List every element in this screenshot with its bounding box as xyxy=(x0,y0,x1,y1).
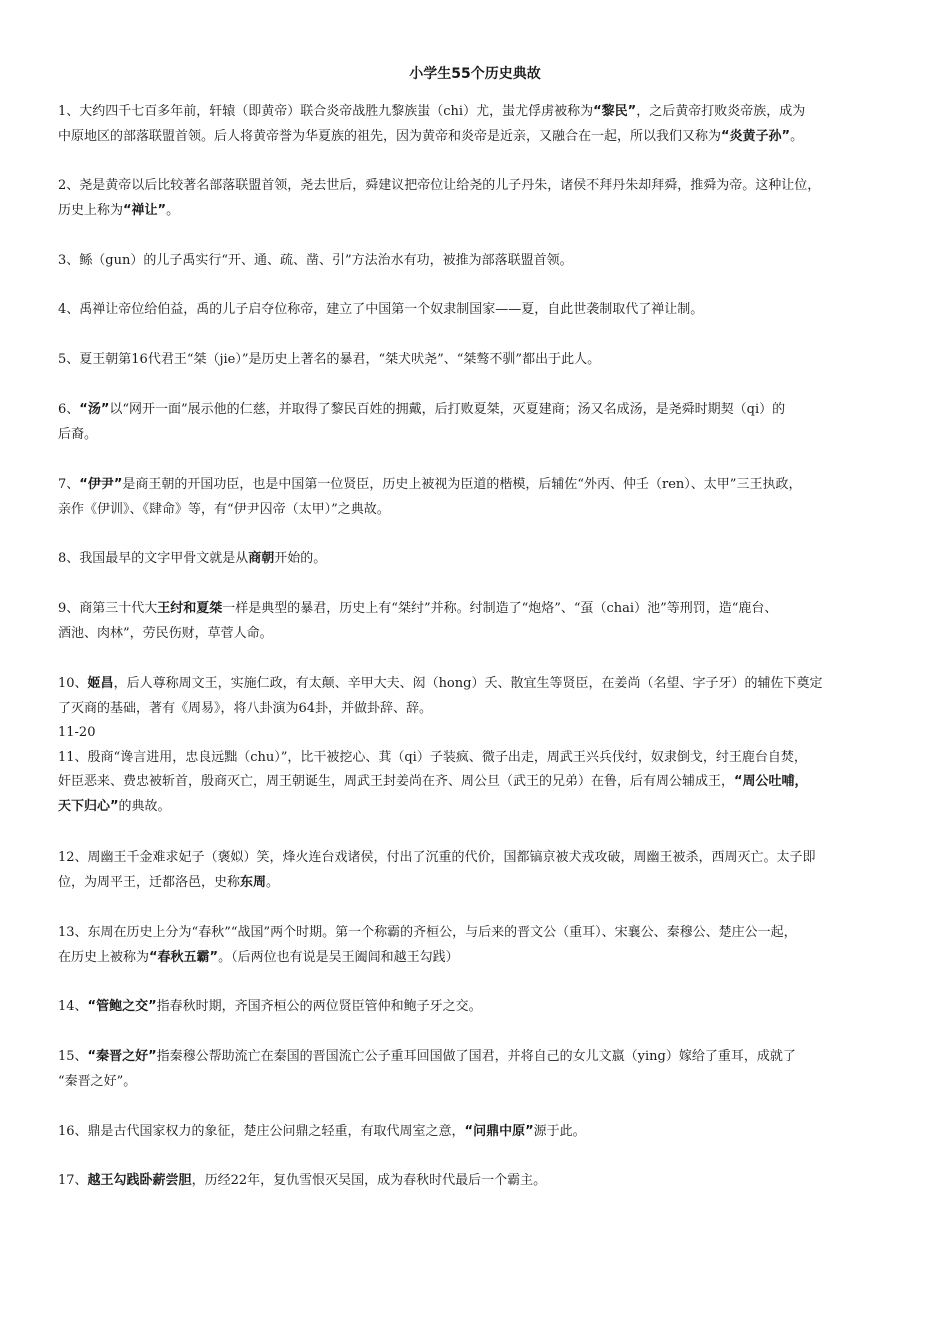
paragraph-line: 后裔。 xyxy=(58,426,98,442)
paragraph-line: 历史上称为“禅让”。 xyxy=(58,202,180,218)
emphasis-text: “管鲍之交” xyxy=(87,999,157,1014)
paragraph-2 xyxy=(58,174,900,223)
paragraph-17 xyxy=(58,1169,900,1194)
paragraph-line: 2、尧是黄帝以后比较著名部落联盟首领，尧去世后，舜建议把帝位让给尧的儿子丹朱，诸侯不拜丹朱却拜舜，推舜为帝。这种让位， xyxy=(58,178,821,193)
paragraph-16 xyxy=(58,1120,900,1145)
paragraph-line: 15、“秦晋之好”指秦穆公帮助流亡在秦国的晋国流亡公子重耳回国做了国君，并将自己的女儿文嬴（ying）嫁给了重耳，成就了 xyxy=(58,1049,796,1064)
paragraph-line: 3、鲧（gun）的儿子禹实行“开、通、疏、凿、引”方法治水有功，被推为部落联盟首领。 xyxy=(58,253,573,268)
emphasis-text: 商朝 xyxy=(248,551,275,566)
emphasis-text: 姬昌 xyxy=(87,676,114,691)
paragraph-line: 14、“管鲍之交”指春秋时期，齐国齐桓公的两位贤臣管仲和鲍子牙之交。 xyxy=(58,999,482,1014)
paragraph-7 xyxy=(58,473,900,522)
emphasis-text: “汤” xyxy=(79,402,110,417)
paragraph-line: 奸臣恶来、费忠被斩首，殷商灭亡，周王朝诞生，周武王封姜尚在齐、周公旦（武王的兄弟）在鲁，后有周公辅成王，“周公吐哺， xyxy=(58,774,808,789)
paragraph-13 xyxy=(58,921,900,970)
section-range-label: 11-20 xyxy=(58,725,96,740)
paragraph-3 xyxy=(58,249,900,274)
paragraph-line: 13、东周在历史上分为“春秋”“战国”两个时期。第一个称霸的齐桓公，与后来的晋文公（重耳）、宋襄公、秦穆公、楚庄公一起， xyxy=(58,925,797,940)
paragraph-line: 7、“伊尹”是商王朝的开国功臣，也是中国第一位贤臣，历史上被视为臣道的楷模，后辅佐“外丙、仲壬（ren）、太甲”三王执政， xyxy=(58,477,802,492)
emphasis-text: 王纣和夏桀 xyxy=(157,601,223,616)
paragraph-line: 了灭商的基础，著有《周易》，将八卦演为64卦，并做卦辞、辞。 xyxy=(58,700,433,716)
paragraph-line: 1、大约四千七百多年前，轩辕（即黄帝）联合炎帝战胜九黎族蚩（chi）尤，蚩尤俘虏被称为“黎民”，之后黄帝打败炎帝族，成为 xyxy=(58,104,806,119)
paragraph-line: 天下归心”的典故。 xyxy=(58,798,171,814)
paragraph-5 xyxy=(58,348,900,373)
page-title: 小学生55个历史典故 xyxy=(409,66,541,82)
emphasis-text: “周公吐哺， xyxy=(734,774,808,789)
paragraph-12 xyxy=(58,846,900,895)
paragraph-line: 8、我国最早的文字甲骨文就是从商朝开始的。 xyxy=(58,551,327,566)
paragraph-line: 9、商第三十代大王纣和夏桀一样是典型的暴君，历史上有“桀纣”并称。纣制造了“炮烙”、“虿（chai）池”等刑罚，造“鹿台、 xyxy=(58,601,778,616)
emphasis-text: “禅让” xyxy=(123,202,167,218)
emphasis-text: “伊尹” xyxy=(79,477,123,492)
paragraph-line: “秦晋之好”。 xyxy=(58,1073,137,1089)
paragraph-line: 10、姬昌，后人尊称周文王，实施仁政，有太颠、辛甲大夫、闳（hong）夭、散宜生等贤臣，在姜尚（名望、字子牙）的辅佐下奠定 xyxy=(58,676,823,691)
paragraph-14 xyxy=(58,995,900,1020)
paragraph-10 xyxy=(58,672,900,819)
paragraph-6 xyxy=(58,398,900,447)
paragraph-line: 17、越王勾践卧薪尝胆，历经22年，复仇雪恨灭吴国，成为春秋时代最后一个霸主。 xyxy=(58,1173,547,1188)
emphasis-text: 越王勾践卧薪尝胆 xyxy=(87,1173,192,1188)
emphasis-text: “黎民” xyxy=(593,104,637,119)
paragraph-line: 6、“汤”以“网开一面”展示他的仁慈，并取得了黎民百姓的拥戴，后打败夏桀，灭夏建商；汤又名成汤，是尧舜时期契（qi）的 xyxy=(58,402,786,417)
paragraph-line: 酒池、肉林”，劳民伤财，草菅人命。 xyxy=(58,625,273,641)
emphasis-text: “炎黄子孙” xyxy=(721,128,791,144)
emphasis-text: “春秋五霸” xyxy=(149,949,219,965)
paragraph-line: 4、禹禅让帝位给伯益，禹的儿子启夺位称帝，建立了中国第一个奴隶制国家——夏，自此世袭制取代了禅让制。 xyxy=(58,302,704,317)
paragraph-line: 12、周幽王千金难求妃子（褒姒）笑，烽火连台戏诸侯，付出了沉重的代价，国都镐京被犬戎攻破，周幽王被杀，西周灭亡。太子即 xyxy=(58,850,816,865)
paragraph-9 xyxy=(58,597,900,646)
paragraph-line: 16、鼎是古代国家权力的象征，楚庄公问鼎之轻重，有取代周室之意，“问鼎中原”源于此。 xyxy=(58,1124,586,1139)
emphasis-text: 天下归心” xyxy=(58,798,119,814)
emphasis-text: 东周 xyxy=(240,874,267,890)
paragraph-1 xyxy=(58,100,900,149)
paragraph-4 xyxy=(58,298,900,323)
paragraph-15 xyxy=(58,1045,900,1094)
paragraph-line: 位，为周平王，迁都洛邑，史称东周。 xyxy=(58,874,280,890)
paragraph-line: 11、殷商“谗言进用，忠良远黜（chu）”，比干被挖心、萁（qi）子装疯、微子出走，周武王兴兵伐纣，奴隶倒戈，纣王鹿台自焚， xyxy=(58,749,807,765)
emphasis-text: “问鼎中原” xyxy=(464,1124,534,1139)
paragraph-line: 5、夏王朝第16代君王“桀（jie）”是历史上著名的暴君，“桀犬吠尧”、“桀骜不驯”都出于此人。 xyxy=(58,352,601,367)
paragraph-8 xyxy=(58,547,900,572)
paragraph-line: 亲作《伊训》、《肆命》等，有“伊尹囚帝（太甲）”之典故。 xyxy=(58,501,390,517)
paragraph-line: 在历史上被称为“春秋五霸”。（后两位也有说是吴王阖闾和越王勾践） xyxy=(58,949,459,965)
paragraph-line: 中原地区的部落联盟首领。后人将黄帝誉为华夏族的祖先，因为黄帝和炎帝是近亲，又融合在一起，所以我们又称为“炎黄子孙”。 xyxy=(58,128,804,144)
emphasis-text: “秦晋之好” xyxy=(87,1049,157,1064)
